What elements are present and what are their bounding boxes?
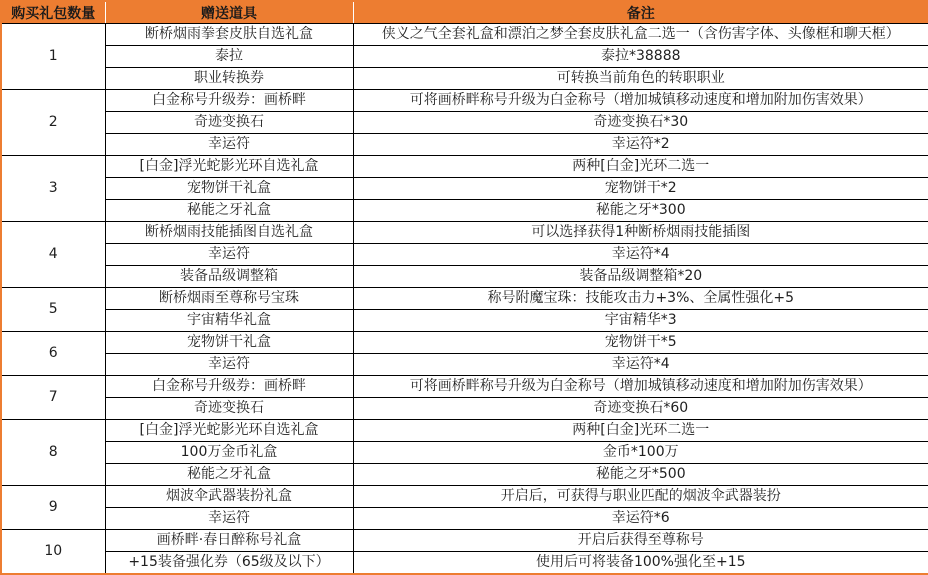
table-row	[1, 67, 928, 89]
item-cell: 断桥烟雨拳套皮肤自选礼盒	[105, 24, 353, 46]
table-row	[1, 221, 928, 243]
table-row	[1, 199, 928, 221]
table-row	[1, 309, 928, 331]
note-cell: 幸运符*4	[353, 243, 928, 265]
note-cell: 幸运符*6	[353, 507, 928, 529]
col-header-qty: 购买礼包数量	[1, 1, 105, 24]
item-cell: 幸运符	[105, 133, 353, 155]
table-row	[1, 353, 928, 375]
item-cell: 白金称号升级券：画桥畔	[105, 375, 353, 397]
note-cell: 宇宙精华*3	[353, 309, 928, 331]
qty-cell: 6	[1, 331, 105, 375]
note-cell: 幸运符*4	[353, 353, 928, 375]
table-row	[1, 551, 928, 574]
col-header-note: 备注	[353, 1, 928, 24]
item-cell: 宠物饼干礼盒	[105, 331, 353, 353]
item-cell: 幸运符	[105, 507, 353, 529]
item-cell: [白金]浮光蛇影光环自选礼盒	[105, 419, 353, 441]
note-cell: 两种[白金]光环二选一	[353, 155, 928, 177]
table-row	[1, 287, 928, 309]
note-cell: 装备品级调整箱*20	[353, 265, 928, 287]
table-row	[1, 243, 928, 265]
item-cell: 断桥烟雨技能插图自选礼盒	[105, 221, 353, 243]
qty-cell: 3	[1, 155, 105, 221]
item-cell: 白金称号升级券：画桥畔	[105, 89, 353, 111]
table-row	[1, 45, 928, 67]
note-cell: 奇迹变换石*60	[353, 397, 928, 419]
note-cell: 使用后可将装备100%强化至+15	[353, 551, 928, 574]
item-cell: +15装备强化券（65级及以下）	[105, 551, 353, 574]
item-cell: 宇宙精华礼盒	[105, 309, 353, 331]
note-cell: 称号附魔宝珠：技能攻击力+3%、全属性强化+5	[353, 287, 928, 309]
item-cell: 幸运符	[105, 353, 353, 375]
item-cell: 秘能之牙礼盒	[105, 463, 353, 485]
qty-cell: 8	[1, 419, 105, 485]
item-cell: 奇迹变换石	[105, 397, 353, 419]
item-cell: 画桥畔·春日醉称号礼盒	[105, 529, 353, 551]
table-row	[1, 419, 928, 441]
note-cell: 奇迹变换石*30	[353, 111, 928, 133]
qty-cell: 7	[1, 375, 105, 419]
table-row	[1, 397, 928, 419]
table-row	[1, 133, 928, 155]
item-cell: 断桥烟雨至尊称号宝珠	[105, 287, 353, 309]
table-row	[1, 331, 928, 353]
note-cell: 开启后获得至尊称号	[353, 529, 928, 551]
table-row	[1, 463, 928, 485]
item-cell: 泰拉	[105, 45, 353, 67]
note-cell: 可将画桥畔称号升级为白金称号（增加城镇移动速度和增加附加伤害效果）	[353, 375, 928, 397]
note-cell: 可转换当前角色的转职职业	[353, 67, 928, 89]
note-cell: 秘能之牙*300	[353, 199, 928, 221]
note-cell: 宠物饼干*5	[353, 331, 928, 353]
item-cell: 奇迹变换石	[105, 111, 353, 133]
table-row	[1, 155, 928, 177]
item-cell: 装备品级调整箱	[105, 265, 353, 287]
note-cell: 金币*100万	[353, 441, 928, 463]
note-cell: 宠物饼干*2	[353, 177, 928, 199]
table-row	[1, 111, 928, 133]
header-row	[1, 1, 928, 24]
table-row	[1, 177, 928, 199]
item-cell: 幸运符	[105, 243, 353, 265]
qty-cell: 10	[1, 529, 105, 574]
table-row	[1, 265, 928, 287]
item-cell: 100万金币礼盒	[105, 441, 353, 463]
qty-cell: 2	[1, 89, 105, 155]
note-cell: 秘能之牙*500	[353, 463, 928, 485]
table-row	[1, 24, 928, 46]
table-row	[1, 529, 928, 551]
item-cell: 秘能之牙礼盒	[105, 199, 353, 221]
qty-cell: 1	[1, 24, 105, 90]
item-cell: 职业转换券	[105, 67, 353, 89]
item-cell: [白金]浮光蛇影光环自选礼盒	[105, 155, 353, 177]
qty-cell: 9	[1, 485, 105, 529]
item-cell: 烟波伞武器装扮礼盒	[105, 485, 353, 507]
qty-cell: 5	[1, 287, 105, 331]
note-cell: 两种[白金]光环二选一	[353, 419, 928, 441]
note-cell: 可将画桥畔称号升级为白金称号（增加城镇移动速度和增加附加伤害效果）	[353, 89, 928, 111]
note-cell: 幸运符*2	[353, 133, 928, 155]
table-row	[1, 375, 928, 397]
table-row	[1, 507, 928, 529]
qty-cell: 4	[1, 221, 105, 287]
table-row	[1, 89, 928, 111]
col-header-item: 赠送道具	[105, 1, 353, 24]
note-cell: 侠义之气全套礼盒和漂泊之梦全套皮肤礼盒二选一（含伤害字体、头像框和聊天框）	[353, 24, 928, 46]
note-cell: 可以选择获得1种断桥烟雨技能插图	[353, 221, 928, 243]
note-cell: 泰拉*38888	[353, 45, 928, 67]
item-cell: 宠物饼干礼盒	[105, 177, 353, 199]
table-row	[1, 441, 928, 463]
note-cell: 开启后，可获得与职业匹配的烟波伞武器装扮	[353, 485, 928, 507]
table-row	[1, 485, 928, 507]
